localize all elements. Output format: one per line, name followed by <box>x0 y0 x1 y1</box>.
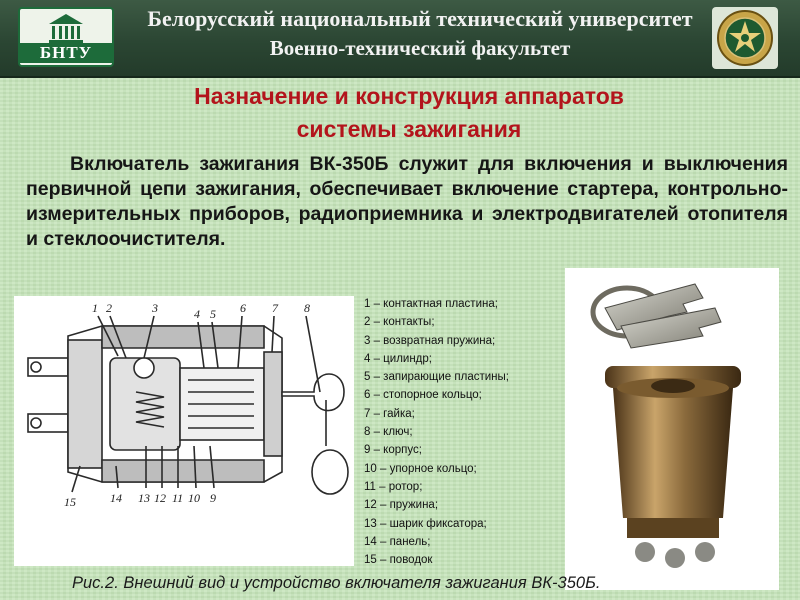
parts-list-item: 4 – цилиндр; <box>364 352 432 365</box>
university-name: Белорусский национальный технический университет <box>147 6 693 31</box>
callout-label: 14 <box>110 491 122 505</box>
university-logo-text: БНТУ <box>20 43 112 63</box>
parts-list-item: 8 – ключ; <box>364 426 413 439</box>
parts-list-item: 6 – стопорное кольцо; <box>364 389 482 402</box>
parts-legend <box>364 295 509 569</box>
ignition-switch-photo <box>565 268 779 590</box>
parts-list-item: 13 – шарик фиксатора; <box>364 517 487 530</box>
callout-label: 12 <box>154 491 166 505</box>
callout-label: 1 <box>92 301 98 315</box>
slide-title <box>84 80 734 146</box>
callout-label: 15 <box>64 495 76 509</box>
terminal-upper <box>28 358 68 376</box>
parts-list-item: 11 – ротор; <box>364 480 423 493</box>
switch-panel <box>68 340 102 468</box>
callout-label: 8 <box>304 301 310 315</box>
title-line-1: Назначение и конструкция аппаратов <box>194 83 624 109</box>
parts-list-item: 14 – панель; <box>364 535 431 548</box>
callout-label: 11 <box>172 491 184 505</box>
switch-cutaway-diagram <box>14 296 354 566</box>
callout-label: 7 <box>272 301 278 315</box>
callout-label: 4 <box>194 307 200 321</box>
detent-ball <box>134 358 154 378</box>
parts-list-item: 12 – пружина; <box>364 499 439 512</box>
parts-list-item: 3 – возвратная пружина; <box>364 334 496 347</box>
parts-list-item: 2 – контакты; <box>364 316 435 329</box>
faculty-name: Военно-технический факультет <box>269 36 571 60</box>
callout-label: 9 <box>210 491 216 505</box>
university-logo <box>18 7 114 67</box>
title-line-2: системы зажигания <box>296 116 522 142</box>
callout-label: 6 <box>240 301 246 315</box>
key-tag <box>312 450 348 494</box>
parts-list-item: 7 – гайка; <box>364 407 415 420</box>
terminal-block <box>627 518 719 538</box>
switch-housing <box>613 388 733 518</box>
callout-label: 10 <box>188 491 200 505</box>
lock-nut <box>264 352 282 456</box>
description-paragraph: Включатель зажигания ВК-350Б служит для включения и выключения первичной цепи зажигания, обеспечивает включение стартера, контрольно-измерительных приборов, радиоприемника и электродвигателей отопителя и стеклоочистителя. <box>26 153 788 250</box>
parts-list-item: 15 – поводок <box>364 554 433 567</box>
figure-caption: Рис.2. Внешний вид и устройство включателя зажигания ВК-350Б. <box>72 574 601 592</box>
callout-label: 13 <box>138 491 150 505</box>
parts-list-item: 1 – контактная пластина; <box>364 298 498 310</box>
callout-label: 2 <box>106 301 112 315</box>
terminal-lower <box>28 414 68 432</box>
faculty-emblem-icon <box>712 7 778 69</box>
callout-label: 3 <box>152 301 158 315</box>
ignition-key <box>282 374 344 411</box>
parts-list-item: 10 – упорное кольцо; <box>364 462 477 475</box>
parts-list-item: 5 – запирающие пластины; <box>364 371 509 384</box>
building-columns-icon <box>47 12 85 46</box>
parts-list-item: 9 – корпус; <box>364 444 422 457</box>
callout-label: 5 <box>210 307 216 321</box>
header-banner <box>0 0 800 78</box>
